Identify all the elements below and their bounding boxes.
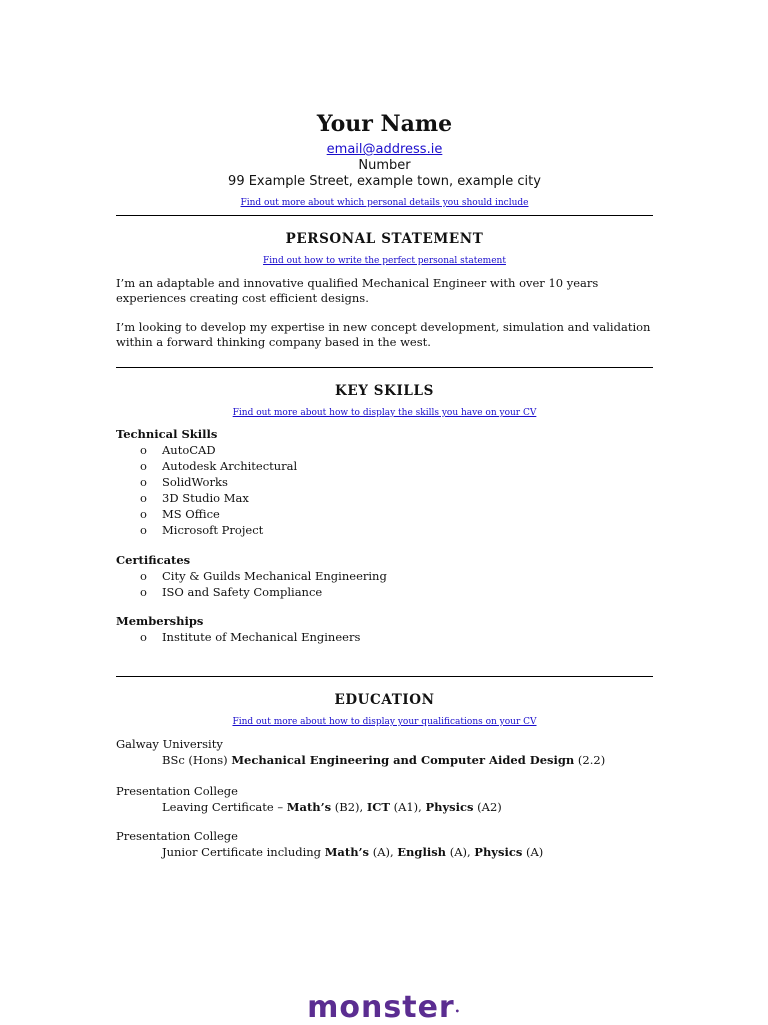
school-name: Galway University xyxy=(116,737,223,751)
school-name: Presentation College xyxy=(116,784,238,798)
list-item xyxy=(116,474,653,490)
qualification-line xyxy=(116,844,653,860)
qualification-subject: Physics xyxy=(425,800,474,814)
bullet-icon: o xyxy=(140,523,147,537)
key-skills-heading xyxy=(116,382,653,419)
memberships-heading: Memberships xyxy=(116,614,204,628)
bullet-icon: o xyxy=(140,475,147,489)
certificates-list xyxy=(116,568,653,600)
skill-label: Autodesk Architectural xyxy=(162,459,298,473)
qualification-grade: (2.2) xyxy=(574,753,606,767)
divider xyxy=(116,676,653,677)
education-entry xyxy=(116,828,653,860)
qualification-text: Leaving Certificate – xyxy=(162,800,287,814)
education-entry xyxy=(116,736,653,768)
contact-header xyxy=(116,110,653,209)
bullet-icon: o xyxy=(140,459,147,473)
bullet-icon: o xyxy=(140,569,147,583)
list-item xyxy=(116,584,653,600)
qualification-subject: Math’s xyxy=(324,845,370,859)
education-heading xyxy=(116,691,653,728)
divider xyxy=(116,367,653,368)
skill-label: MS Office xyxy=(162,507,220,521)
qualification-grade: (A), xyxy=(446,845,475,859)
technical-skills-heading: Technical Skills xyxy=(116,427,218,441)
education-entry xyxy=(116,783,653,815)
monster-logo xyxy=(0,992,768,1024)
bullet-icon: o xyxy=(140,585,147,599)
skill-label: AutoCAD xyxy=(162,443,216,457)
skill-label: Microsoft Project xyxy=(162,523,264,537)
qualification-subject: Math’s xyxy=(286,800,332,814)
list-item xyxy=(116,442,653,458)
qualification-subject: ICT xyxy=(366,800,390,814)
memberships-group xyxy=(116,613,653,645)
technical-skills-list xyxy=(116,442,653,538)
qualification-grade: (A) xyxy=(522,845,544,859)
bullet-icon: o xyxy=(140,443,147,457)
email-link[interactable]: email@address.ie xyxy=(326,142,443,157)
section-title-key-skills: KEY SKILLS xyxy=(335,383,434,399)
section-title-personal-statement: PERSONAL STATEMENT xyxy=(285,231,484,247)
statement-paragraph: I’m an adaptable and innovative qualified Mechanical Engineer with over 10 years experiences creating cost efficient designs. xyxy=(116,276,599,305)
bullet-icon: o xyxy=(140,507,147,521)
cv-page xyxy=(116,0,653,1024)
qualification-subject: English xyxy=(397,845,447,859)
qualification-line xyxy=(116,799,653,815)
qualification-line xyxy=(116,752,653,768)
membership-label: Institute of Mechanical Engineers xyxy=(162,630,361,644)
phone-number: Number xyxy=(358,158,411,173)
list-item xyxy=(116,490,653,506)
divider xyxy=(116,215,653,216)
bullet-icon: o xyxy=(140,491,147,505)
personal-statement-link[interactable]: Find out how to write the perfect personal statement xyxy=(263,256,506,266)
certificates-heading: Certificates xyxy=(116,553,191,567)
qualification-grade: (B2), xyxy=(331,800,367,814)
certificate-label: ISO and Safety Compliance xyxy=(162,585,323,599)
postal-address: 99 Example Street, example town, example city xyxy=(228,174,541,189)
list-item xyxy=(116,458,653,474)
list-item xyxy=(116,629,653,645)
list-item xyxy=(116,522,653,538)
bullet-icon: o xyxy=(140,630,147,644)
personal-statement-heading xyxy=(116,230,653,267)
logo-wordmark: monster xyxy=(307,990,455,1025)
statement-paragraph: I’m looking to develop my expertise in new concept development, simulation and validation within a forward thinking company based in the west. xyxy=(116,320,651,349)
qualification-subject: Physics xyxy=(474,845,523,859)
qualification-grade: (A1), xyxy=(389,800,426,814)
memberships-list xyxy=(116,629,653,645)
skill-label: SolidWorks xyxy=(162,475,228,489)
school-name: Presentation College xyxy=(116,829,238,843)
list-item xyxy=(116,568,653,584)
personal-details-link[interactable]: Find out more about which personal details you should include xyxy=(240,198,529,208)
qualification-grade: (A2) xyxy=(473,800,502,814)
qualification-text: Junior Certificate including xyxy=(162,845,325,859)
skill-label: 3D Studio Max xyxy=(162,491,249,505)
qualification-grade: (A), xyxy=(369,845,398,859)
certificates-group xyxy=(116,552,653,600)
key-skills-link[interactable]: Find out more about how to display the skills you have on your CV xyxy=(232,408,537,418)
technical-skills-group xyxy=(116,426,653,538)
qualification-text: BSc (Hons) xyxy=(162,753,232,767)
list-item xyxy=(116,506,653,522)
candidate-name: Your Name xyxy=(316,111,453,137)
education-link[interactable]: Find out more about how to display your qualifications on your CV xyxy=(232,717,537,727)
qualification-subject: Mechanical Engineering and Computer Aided Design xyxy=(231,753,575,767)
logo-mark-icon: • xyxy=(454,1007,461,1016)
certificate-label: City & Guilds Mechanical Engineering xyxy=(162,569,387,583)
section-title-education: EDUCATION xyxy=(334,692,435,708)
